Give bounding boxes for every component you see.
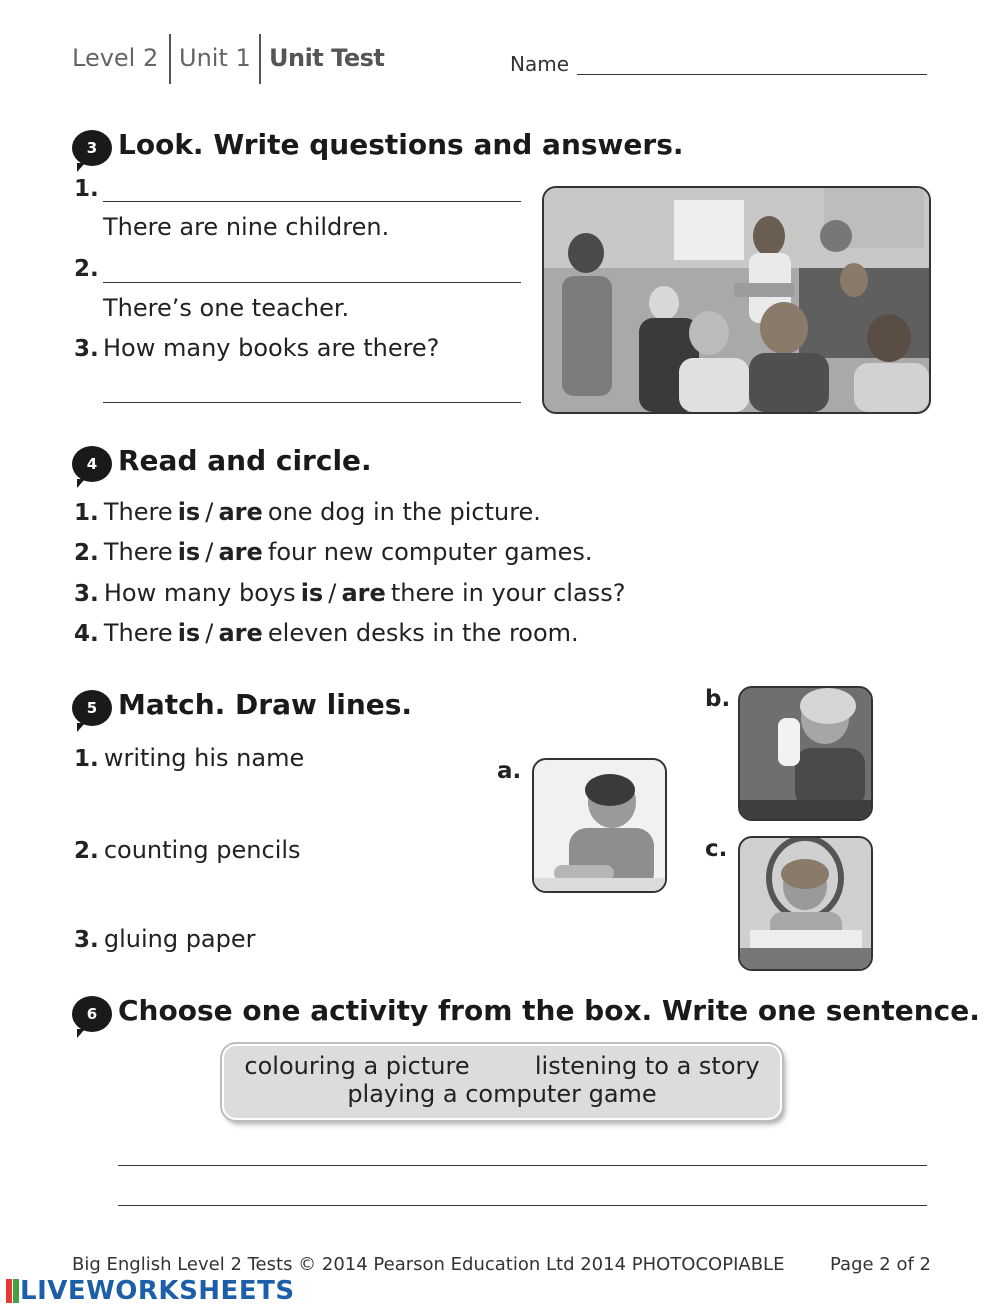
match-text: counting pencils — [103, 836, 301, 864]
picture-c-label: c. — [705, 836, 728, 862]
sentence-start: There — [103, 538, 173, 566]
section-5-title: Match. Draw lines. — [118, 688, 413, 721]
answer-line[interactable] — [103, 282, 521, 283]
match-item-3[interactable] — [74, 925, 256, 953]
choice-separator: / — [205, 538, 214, 566]
answer-line[interactable] — [103, 402, 521, 403]
answer-text: There are nine children. — [103, 213, 390, 241]
item-number: 1. — [74, 746, 99, 772]
choice-separator: / — [328, 579, 337, 607]
activity-option: listening to a story — [534, 1052, 760, 1080]
item-number: 3. — [74, 581, 99, 607]
activity-option: colouring a picture — [244, 1052, 470, 1080]
sentence-start: There — [103, 498, 173, 526]
header-divider — [259, 34, 261, 84]
logo-text: LIVEWORKSHEETS — [20, 1276, 295, 1306]
page-number: Page 2 of 2 — [830, 1254, 931, 1275]
answer-line[interactable] — [103, 201, 521, 202]
boy-counting-illustration — [740, 838, 871, 969]
item-number: 2. — [74, 256, 99, 282]
circle-item-1 — [74, 498, 541, 526]
header-divider — [169, 34, 171, 84]
unit-label: Unit 1 — [179, 44, 251, 72]
item-number: 3. — [74, 927, 99, 953]
activity-word-box — [222, 1044, 782, 1120]
picture-a-label: a. — [497, 758, 522, 784]
section-6-title: Choose one activity from the box. Write one sentence. — [118, 994, 980, 1027]
section-3-title: Look. Write questions and answers. — [118, 128, 684, 161]
picture-b-girl-gluing[interactable] — [738, 686, 873, 821]
section-4-badge: 4 — [72, 446, 112, 482]
section-6-badge: 6 — [72, 996, 112, 1032]
item-number: 4. — [74, 621, 99, 647]
classroom-photo — [542, 186, 931, 414]
activity-option: playing a computer game — [347, 1080, 657, 1108]
name-input-line[interactable] — [577, 74, 927, 75]
choice-are[interactable]: are — [218, 538, 263, 566]
item-number: 1. — [74, 176, 99, 202]
sentence-end: four new computer games. — [267, 538, 593, 566]
match-item-1[interactable] — [74, 744, 304, 772]
choice-are[interactable]: are — [218, 498, 263, 526]
picture-c-boy-counting[interactable] — [738, 836, 873, 971]
item-number: 3. — [74, 336, 99, 362]
boy-writing-illustration — [534, 760, 665, 891]
item-number: 2. — [74, 540, 99, 566]
item-number: 2. — [74, 838, 99, 864]
liveworksheets-logo — [6, 1276, 295, 1306]
circle-item-4 — [74, 619, 579, 647]
match-item-2[interactable] — [74, 836, 301, 864]
section-4-title: Read and circle. — [118, 444, 372, 477]
match-text: writing his name — [103, 744, 305, 772]
choice-is[interactable]: is — [177, 498, 201, 526]
level-label: Level 2 — [72, 44, 159, 72]
sentence-start: How many boys — [103, 579, 296, 607]
name-label: Name — [510, 52, 570, 76]
section-5-badge: 5 — [72, 690, 112, 726]
logo-mark-icon — [6, 1279, 12, 1303]
choice-separator: / — [205, 619, 214, 647]
choice-is[interactable]: is — [177, 619, 201, 647]
choice-is[interactable]: is — [177, 538, 201, 566]
picture-a-boy-writing[interactable] — [532, 758, 667, 893]
answer-text: There’s one teacher. — [103, 294, 350, 322]
unit-test-label: Unit Test — [269, 44, 385, 72]
section-3-badge: 3 — [72, 130, 112, 166]
word-box-row — [224, 1052, 780, 1080]
item-number: 1. — [74, 500, 99, 526]
choice-is[interactable]: is — [300, 579, 324, 607]
copyright-text: Big English Level 2 Tests © 2014 Pearson Education Ltd 2014 PHOTOCOPIABLE — [72, 1254, 785, 1275]
classroom-photo-illustration — [544, 188, 929, 412]
choice-are[interactable]: are — [218, 619, 263, 647]
sentence-end: eleven desks in the room. — [267, 619, 579, 647]
sentence-start: There — [103, 619, 173, 647]
question-text: How many books are there? — [103, 334, 440, 362]
choice-separator: / — [205, 498, 214, 526]
logo-mark-icon — [13, 1279, 19, 1303]
sentence-line[interactable] — [118, 1205, 927, 1206]
sentence-end: there in your class? — [390, 579, 626, 607]
match-text: gluing paper — [103, 925, 256, 953]
circle-item-3 — [74, 579, 625, 607]
circle-item-2 — [74, 538, 593, 566]
sentence-end: one dog in the picture. — [267, 498, 541, 526]
picture-b-label: b. — [705, 686, 731, 712]
girl-gluing-illustration — [740, 688, 871, 819]
sentence-line[interactable] — [118, 1165, 927, 1166]
choice-are[interactable]: are — [341, 579, 386, 607]
